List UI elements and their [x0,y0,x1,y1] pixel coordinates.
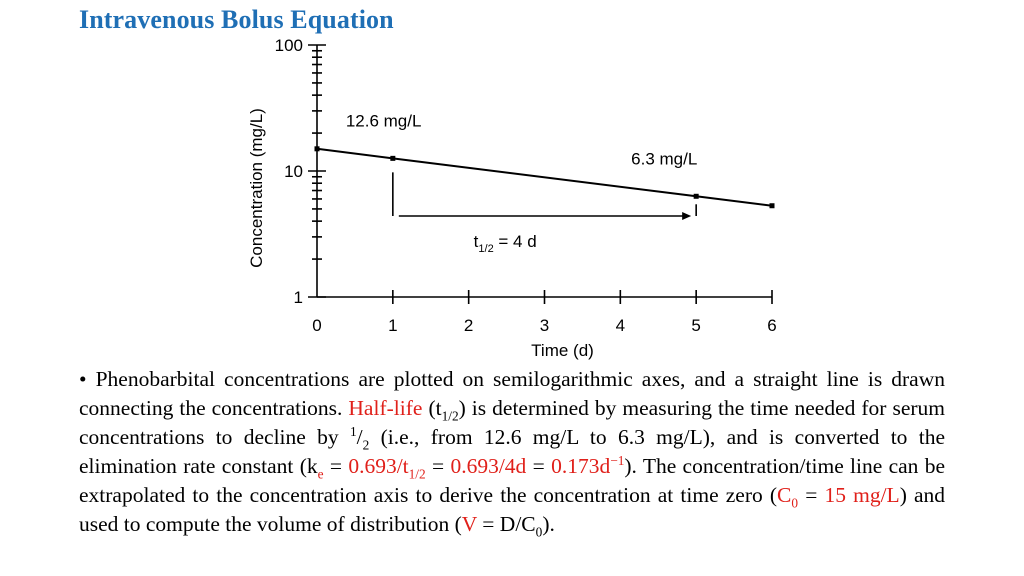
halflife-annotation [393,172,696,220]
text-s3e: ) and used to compute the volume of distribution ( [79,483,946,536]
y-axis-label: Concentration (mg/L) [247,108,266,268]
text-s3a: C [777,483,792,507]
text-s3h: D/C [499,512,536,536]
concentration-label-1: 12.6 mg/L [345,111,422,131]
text-s2k: 0.693/t [348,454,409,478]
slide-title: Intravenous Bolus Equation [79,5,394,34]
y-tick-label: 10 [284,162,303,181]
x-tick-label: 1 [388,316,398,335]
concentration-label-2: 6.3 mg/L [631,149,698,169]
description-paragraph [79,365,945,539]
text-s2g: 2 [362,437,370,453]
text-s2n: 0.693/4d [450,454,527,478]
text-s2o: = [532,454,545,478]
halflife-label [474,232,537,255]
text-s3j: ). [542,512,555,536]
x-tick-label: 0 [312,316,322,335]
x-tick-label: 2 [463,316,474,335]
text-s3c: = [805,483,818,507]
bullet: • [79,367,87,391]
text-s3i: 0 [535,524,543,540]
text-s3b: 0 [791,495,799,511]
x-tick-label: 3 [539,316,550,335]
text-s2r: ). The concentration/time line can be extrapolated to the concentration axis to derive the concentration at time zero ( [79,454,946,507]
x-tick-label: 6 [767,316,777,335]
halflife-term: Half-life [348,396,423,420]
data-point [770,203,775,208]
halflife-label-t: t [473,232,479,251]
text-s2q: −1 [610,452,625,468]
halflife-label-sub: 1/2 [478,243,494,255]
chart-axes [317,45,772,297]
y-tick-marks [275,36,326,307]
data-point [315,146,320,151]
text-s2m: = [431,454,445,478]
y-tick-label: 1 [293,288,303,307]
text-s2e: 1 [349,423,357,439]
halflife-arrow-head [682,212,691,220]
y-tick-label: 100 [274,36,303,55]
text-s2j: = [329,454,342,478]
data-series [315,146,775,208]
halflife-label-value: = 4 d [493,232,537,251]
text-s2c: 1/2 [441,408,459,424]
text-s2i: e [317,466,324,482]
x-tick-label: 4 [615,316,626,335]
text-s1: Phenobarbital concentrations are plotted on semilogarithmic axes, and a straight line is drawn connecting the concentrations. [79,367,946,420]
x-axis-label: Time (d) [531,341,594,360]
text-s2l: 1/2 [408,466,426,482]
data-point [390,156,395,161]
text-s2h: (i.e., from 12.6 mg/L to 6.3 mg/L), and is converted to the elimination rate constant (k [79,425,946,478]
series-line [317,149,772,206]
text-s2p: 0.173d [551,454,611,478]
text-s2b: (t [428,396,442,420]
text-s2f: / [356,425,363,449]
text-s3d: 15 mg/L [824,483,900,507]
data-point [694,194,699,199]
text-s2d: ) is determined by measuring the time needed for serum concentrations to decline by [79,396,946,449]
x-tick-label: 5 [691,316,701,335]
text-s3f: V [461,512,477,536]
text-s3g: = [482,512,495,536]
